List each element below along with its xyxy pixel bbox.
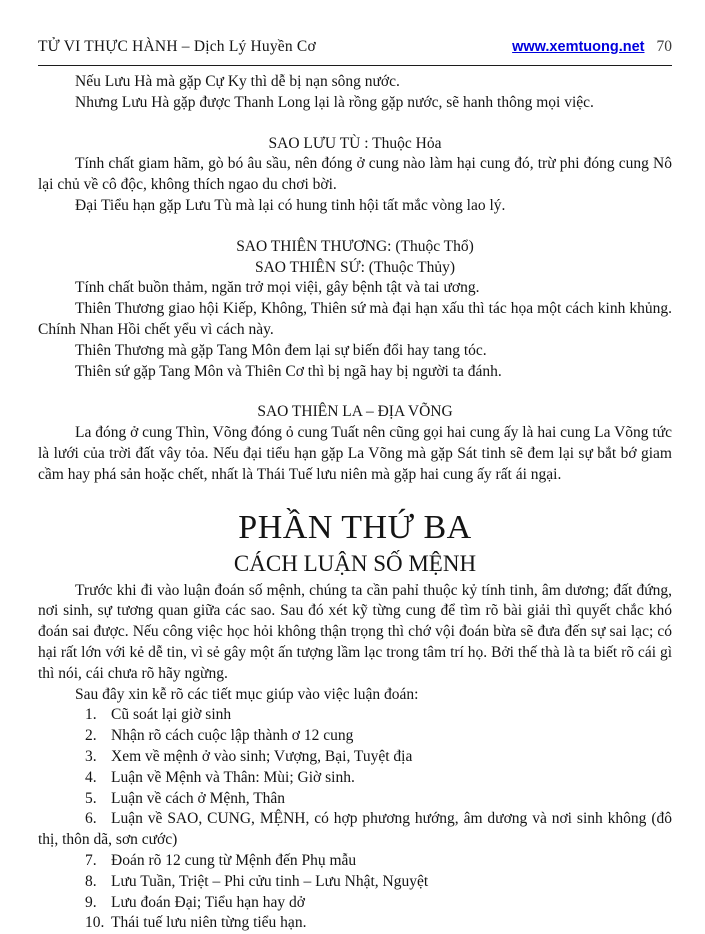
list-item-text: Thái tuế lưu niên từng tiểu hạn. [111, 914, 307, 932]
list-item-number: 7. [85, 851, 97, 869]
list-item-text: Cũ soát lại giờ sinh [111, 706, 232, 724]
section-sao-thien-thuong-su [38, 237, 672, 383]
section-heading: SAO THIÊN SỨ: (Thuộc Thủy) [254, 258, 456, 276]
list-item-text: Luận về Mệnh và Thân: Mùi; Giờ sinh. [111, 768, 355, 786]
list-item [38, 726, 672, 747]
list-item-number: 8. [85, 872, 97, 890]
list-item [38, 705, 672, 726]
part-subtitle: CÁCH LUẬN SỐ MỆNH [233, 550, 477, 576]
list-item-text: Luận về cách ở Mệnh, Thân [111, 789, 286, 807]
list-item [38, 789, 672, 810]
list-item [38, 768, 672, 789]
list-item [38, 872, 672, 893]
section-luu-ha [38, 72, 672, 114]
paragraph: Thiên sứ gặp Tang Môn và Thiên Cơ thì bị ngã hay bị người ta đánh. [75, 362, 502, 380]
list-item-number: 10. [85, 914, 105, 932]
website-link[interactable]: www.xemtuong.net [512, 39, 645, 55]
list-item-text: Nhận rõ cách cuộc lập thành ơ 12 cung [111, 727, 354, 745]
list-item [38, 913, 672, 934]
page-number: 70 [656, 38, 672, 55]
page-header [38, 38, 672, 56]
list-item-number: 9. [85, 893, 97, 911]
paragraph: Nhưng Lưu Hà gặp được Thanh Long lại là rồng gặp nước, sẽ hanh thông mọi việc. [75, 93, 594, 111]
section-heading: SAO THIÊN THƯƠNG: (Thuộc Thổ) [236, 237, 474, 255]
list-item [38, 747, 672, 768]
part-three [38, 508, 672, 934]
list-item-number: 3. [85, 747, 97, 765]
list-item-text: Luận về SAO, CUNG, MỆNH, có hợp phương hướng, âm dương và nơi sinh không (đô thị, thôn dã, sơn cước) [38, 810, 672, 849]
header-right [512, 38, 672, 56]
paragraph: Đại Tiểu hạn gặp Lưu Tù mà lại có hung tinh hội tất mắc vòng lao lý. [75, 196, 506, 214]
list-item [38, 809, 672, 851]
section-heading: SAO THIÊN LA – ĐỊA VÕNG [257, 403, 453, 421]
book-title: TỬ VI THỰC HÀNH – Dịch Lý Huyền Cơ [38, 38, 316, 55]
intro-paragraph: Trước khi đi vào luận đoán số mệnh, chúng ta cần pahỉ thuộc kỷ tính tinh, âm dương; đất đứng, nơi sinh, sự tương quan giữa các sao. Sau đó xét kỹ từng cung để tìm rõ bài giải thì quyết chắc khó đoán sai được. Nếu công việc học hỏi không thận trọng thì chớ vội đoán bừa sẽ đưa đến sự sai lạc; có hại rất lớn với kẻ dễ tin, vì sẻ gây một ấn tượng lầm lạc trong tâm trí họ. Bởi thế thà là ta biết rõ cái gì thì nói, cái chưa rõ hãy ngừng. [38, 581, 672, 682]
list-item-number: 5. [85, 789, 97, 807]
part-title: PHẦN THỨ BA [238, 508, 472, 546]
header-divider [38, 65, 672, 66]
paragraph: Nếu Lưu Hà mà gặp Cự Ky thì dễ bị nạn sông nước. [75, 73, 400, 90]
list-item [38, 851, 672, 872]
numbered-list [38, 705, 672, 934]
list-item-number: 6. [85, 810, 97, 828]
list-item-text: Xem về mệnh ở vào sinh; Vượng, Bại, Tuyệt địa [111, 747, 413, 765]
list-item-number: 1. [85, 706, 97, 724]
list-intro: Sau đây xin kễ rõ các tiết mục giúp vào việc luận đoán: [75, 685, 419, 703]
paragraph: Thiên Thương giao hội Kiếp, Không, Thiên sứ mà đại hạn xấu thì tác họa một cách kinh khủng. Chính Nhan Hồi chết yểu vì cách này. [38, 300, 672, 338]
paragraph: Thiên Thương mà gặp Tang Môn đem lại sự biến đổi hay tang tóc. [75, 341, 487, 359]
list-item-number: 2. [85, 727, 97, 745]
paragraph: Tính chất buồn thảm, ngăn trở mọi việi, gây bệnh tật và tai ương. [75, 279, 480, 297]
section-sao-luu-tu [38, 134, 672, 217]
list-item-text: Đoán rõ 12 cung từ Mệnh đến Phụ mẫu [111, 851, 357, 869]
page-body [38, 72, 672, 934]
list-item-text: Lưu Tuần, Triệt – Phi cửu tinh – Lưu Nhật, Nguyệt [111, 872, 429, 890]
paragraph: Tính chất giam hãm, gò bó âu sầu, nên đóng ở cung nào làm hại cung đó, trừ phi đóng cung Nô lại chủ về cô độc, không thích ngao du chơi bời. [38, 155, 672, 194]
list-item-text: Lưu đoán Đại; Tiểu hạn hay dở [111, 893, 305, 911]
list-item-number: 4. [85, 768, 97, 786]
section-heading: SAO LƯU TÙ : Thuộc Hỏa [268, 134, 442, 152]
paragraph: La đóng ở cung Thìn, Võng đóng ỏ cung Tuất nên cũng gọi hai cung ấy là hai cung La Võng tức là lưới của trời đất vây tỏa. Nếu đại tiểu hạn gặp La Võng mà gặp Sát tinh sẽ đem lại sự bắt bớ giam cầm hay phá sản hoặc chết, nhất là Thái Tuế lưu niên mà gặp hai cung ấy rất ái ngại. [38, 424, 672, 483]
list-item [38, 893, 672, 914]
section-sao-thien-la-dia-vong [38, 402, 672, 485]
